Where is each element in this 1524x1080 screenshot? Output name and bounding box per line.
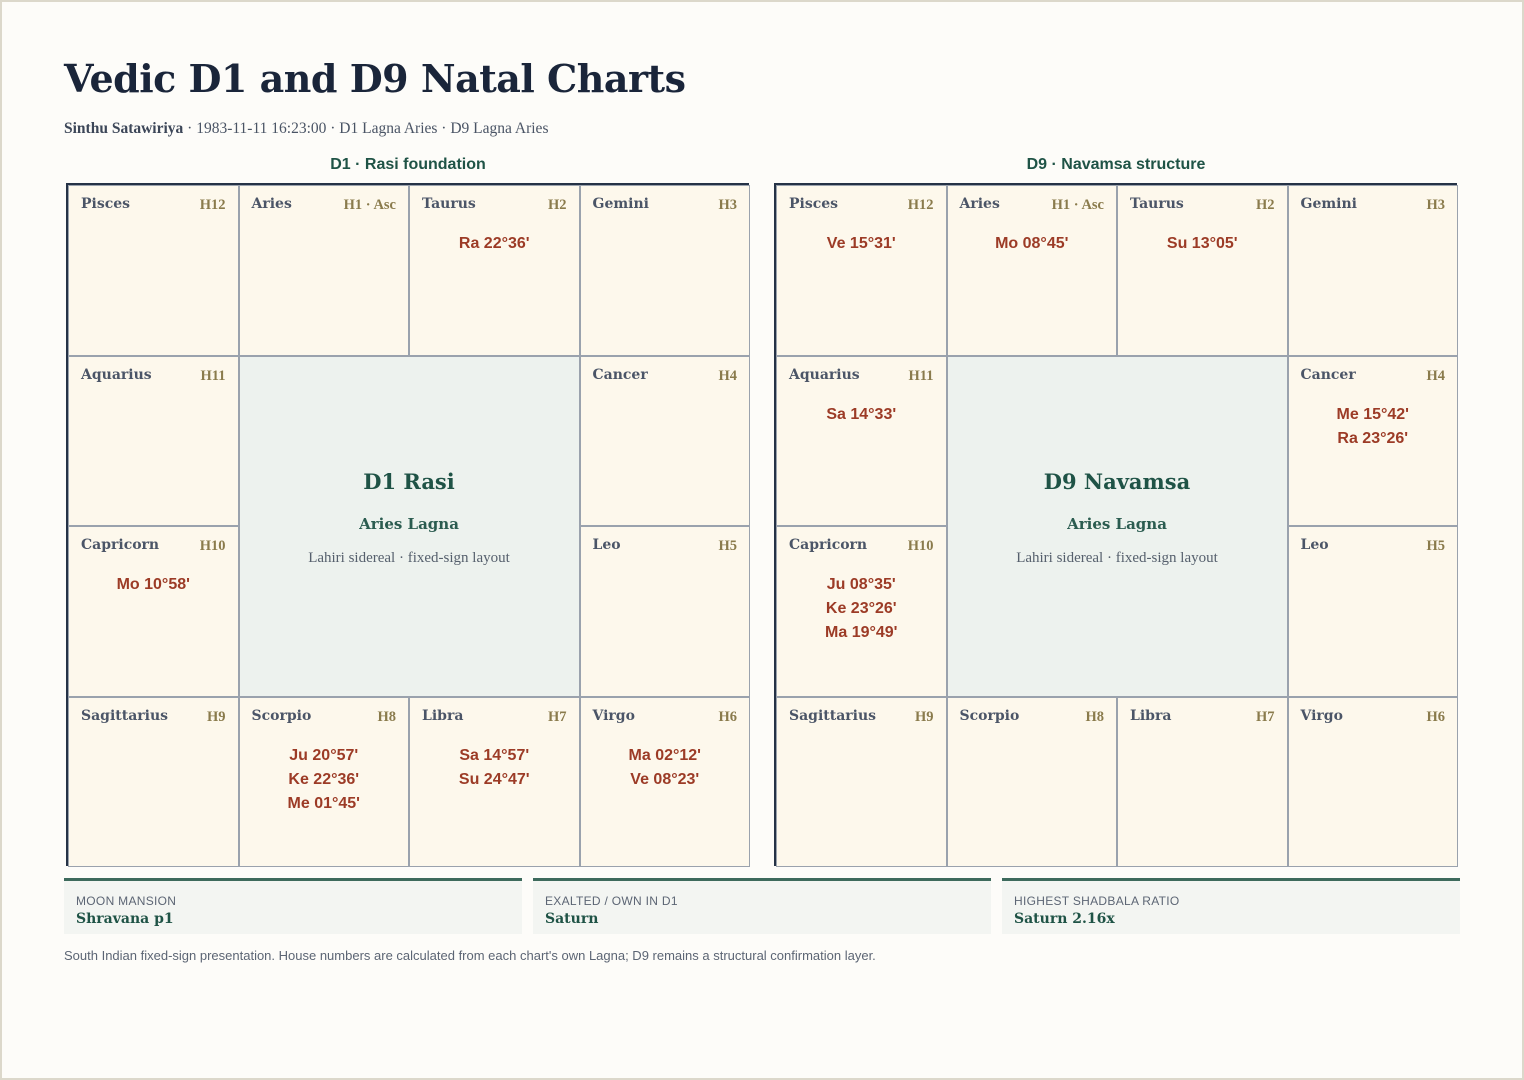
sign-label: Sagittarius: [789, 707, 877, 724]
house-label: H6: [1426, 708, 1445, 725]
planet-placement: Ra 23°26': [1337, 429, 1409, 447]
house-label: H2: [547, 197, 567, 213]
stat-card-exalted-own: [533, 878, 991, 934]
sign-label: Leo: [592, 537, 621, 553]
planet-list: [777, 573, 946, 645]
sign-label: Virgo: [592, 707, 635, 724]
d1-cell-taurus: [409, 185, 580, 356]
d1-cell-gemini: [580, 185, 751, 356]
sign-label: Pisces: [789, 196, 839, 212]
d1-cell-aquarius: [68, 356, 239, 527]
house-label: H1 · Asc: [343, 197, 396, 213]
planet-list: [1289, 403, 1458, 451]
d1-cell-libra: [409, 697, 580, 868]
planet-list: [777, 232, 946, 256]
d1-chart-heading: D1 · Rasi foundation: [330, 156, 486, 173]
sign-label: Virgo: [1300, 707, 1343, 724]
sign-label: Aries: [251, 196, 292, 212]
d9-cell-sagittarius: [776, 697, 947, 868]
house-label: H8: [1085, 708, 1104, 725]
stat-label: EXALTED / OWN IN D1: [545, 894, 678, 908]
sign-label: Taurus: [422, 196, 476, 212]
d9-cell-gemini: [1288, 185, 1459, 356]
house-label: H3: [718, 197, 737, 213]
planet-placement: Ke 22°36': [288, 770, 360, 788]
sign-label: Taurus: [1130, 196, 1184, 212]
stat-card-moon-mansion: [64, 878, 522, 934]
d9-cell-aries: [947, 185, 1118, 356]
planet-placement: Mo 10°58': [116, 576, 190, 593]
planet-list: [581, 744, 750, 792]
house-label: H9: [206, 708, 226, 725]
planet-list: [410, 232, 579, 256]
stat-value: Saturn: [545, 911, 599, 927]
sign-label: Cancer: [592, 366, 648, 383]
d9-center-title: D9 Navamsa: [1043, 468, 1191, 494]
d9-navamsa-chart: [774, 183, 1457, 866]
d9-center-lagna: Aries Lagna: [1067, 514, 1167, 533]
planet-placement: Su 13°05': [1166, 235, 1238, 252]
d9-cell-libra: [1117, 697, 1288, 868]
d9-chart-center: [947, 356, 1288, 697]
d9-cell-virgo: [1288, 697, 1459, 868]
d9-cell-cancer: [1288, 356, 1459, 527]
stat-label: HIGHEST SHADBALA RATIO: [1014, 894, 1180, 908]
d9-cell-leo: [1288, 526, 1459, 697]
planet-placement: Sa 14°57': [459, 746, 530, 764]
sign-label: Sagittarius: [81, 707, 169, 724]
house-label: H9: [914, 708, 934, 725]
d1-cell-capricorn: [68, 526, 239, 697]
d1-cell-aries: [239, 185, 410, 356]
d9-cell-taurus: [1117, 185, 1288, 356]
house-label: H3: [1426, 197, 1445, 213]
house-label: H2: [1255, 197, 1275, 213]
house-label: H11: [908, 367, 934, 384]
birth-details: · 1983-11-11 16:23:00 · D1 Lagna Aries · D9 Lagna Aries: [183, 120, 549, 137]
sign-label: Libra: [422, 707, 464, 724]
planet-placement: Ma 02°12': [628, 746, 701, 764]
house-label: H4: [1426, 367, 1445, 384]
page-title: Vedic D1 and D9 Natal Charts: [64, 56, 686, 101]
planet-placement: Ve 08°23': [630, 770, 700, 788]
planet-list: [777, 403, 946, 427]
d1-center-note: Lahiri sidereal · fixed-sign layout: [308, 549, 510, 566]
d9-cell-capricorn: [776, 526, 947, 697]
planet-list: [240, 744, 409, 816]
house-label: H5: [718, 538, 737, 554]
planet-placement: Sa 14°33': [826, 405, 897, 423]
sign-label: Gemini: [592, 196, 649, 212]
d1-cell-leo: [580, 526, 751, 697]
planet-placement: Ju 08°35': [826, 576, 896, 593]
d1-chart-center: [239, 356, 580, 697]
planet-placement: Me 01°45': [287, 794, 360, 812]
house-label: H5: [1426, 538, 1445, 554]
stat-card-shadbala: [1002, 878, 1460, 934]
house-label: H6: [718, 708, 737, 725]
sign-label: Aries: [959, 196, 1000, 212]
d9-cell-scorpio: [947, 697, 1118, 868]
house-label: H8: [377, 708, 396, 725]
planet-placement: Ju 20°57': [289, 746, 359, 764]
d1-rasi-chart: [66, 183, 749, 866]
sign-label: Pisces: [81, 196, 131, 212]
house-label: H11: [200, 367, 226, 384]
d1-cell-pisces: [68, 185, 239, 356]
house-label: H12: [199, 197, 226, 213]
footnote: South Indian fixed-sign presentation. House numbers are calculated from each chart's own Lagna; D9 remains a structural confirmation layer.: [64, 948, 876, 963]
planet-list: [410, 744, 579, 792]
sign-label: Leo: [1300, 537, 1329, 553]
sign-label: Gemini: [1300, 196, 1357, 212]
house-label: H1 · Asc: [1051, 197, 1104, 213]
d9-chart-heading: D9 · Navamsa structure: [1026, 156, 1206, 173]
planet-placement: Ke 23°26': [825, 600, 897, 617]
d1-center-title: D1 Rasi: [363, 468, 455, 494]
house-label: H4: [718, 367, 737, 384]
planet-placement: Ve 15°31': [826, 235, 896, 252]
sign-label: Scorpio: [251, 707, 312, 724]
planet-placement: Ra 22°36': [458, 235, 530, 252]
planet-placement: Ma 19°49': [825, 624, 898, 641]
d9-cell-aquarius: [776, 356, 947, 527]
house-label: H12: [907, 197, 934, 213]
house-label: H7: [547, 708, 567, 725]
sign-label: Aquarius: [81, 366, 152, 383]
d1-cell-scorpio: [239, 697, 410, 868]
house-label: H7: [1255, 708, 1275, 725]
native-name: Sinthu Satawiriya: [64, 120, 184, 137]
planet-placement: Su 24°47': [458, 770, 530, 788]
page-subtitle: [64, 120, 548, 138]
d9-cell-pisces: [776, 185, 947, 356]
d9-center-note: Lahiri sidereal · fixed-sign layout: [1016, 549, 1218, 566]
sign-label: Scorpio: [959, 707, 1020, 724]
house-label: H10: [199, 538, 226, 554]
sign-label: Capricorn: [81, 537, 160, 553]
sign-label: Libra: [1130, 707, 1172, 724]
planet-list: [69, 573, 238, 597]
d1-cell-sagittarius: [68, 697, 239, 868]
stat-label: MOON MANSION: [76, 894, 177, 908]
stat-value: Shravana p1: [76, 911, 174, 927]
house-label: H10: [907, 538, 934, 554]
d1-cell-cancer: [580, 356, 751, 527]
planet-placement: Me 15°42': [1336, 405, 1409, 423]
sign-label: Cancer: [1300, 366, 1356, 383]
planet-placement: Mo 08°45': [995, 235, 1069, 252]
d1-cell-virgo: [580, 697, 751, 868]
sign-label: Aquarius: [789, 366, 860, 383]
planet-list: [1118, 232, 1287, 256]
planet-list: [948, 232, 1117, 256]
d1-center-lagna: Aries Lagna: [359, 514, 459, 533]
sign-label: Capricorn: [789, 537, 868, 553]
stat-value: Saturn 2.16x: [1014, 911, 1115, 927]
